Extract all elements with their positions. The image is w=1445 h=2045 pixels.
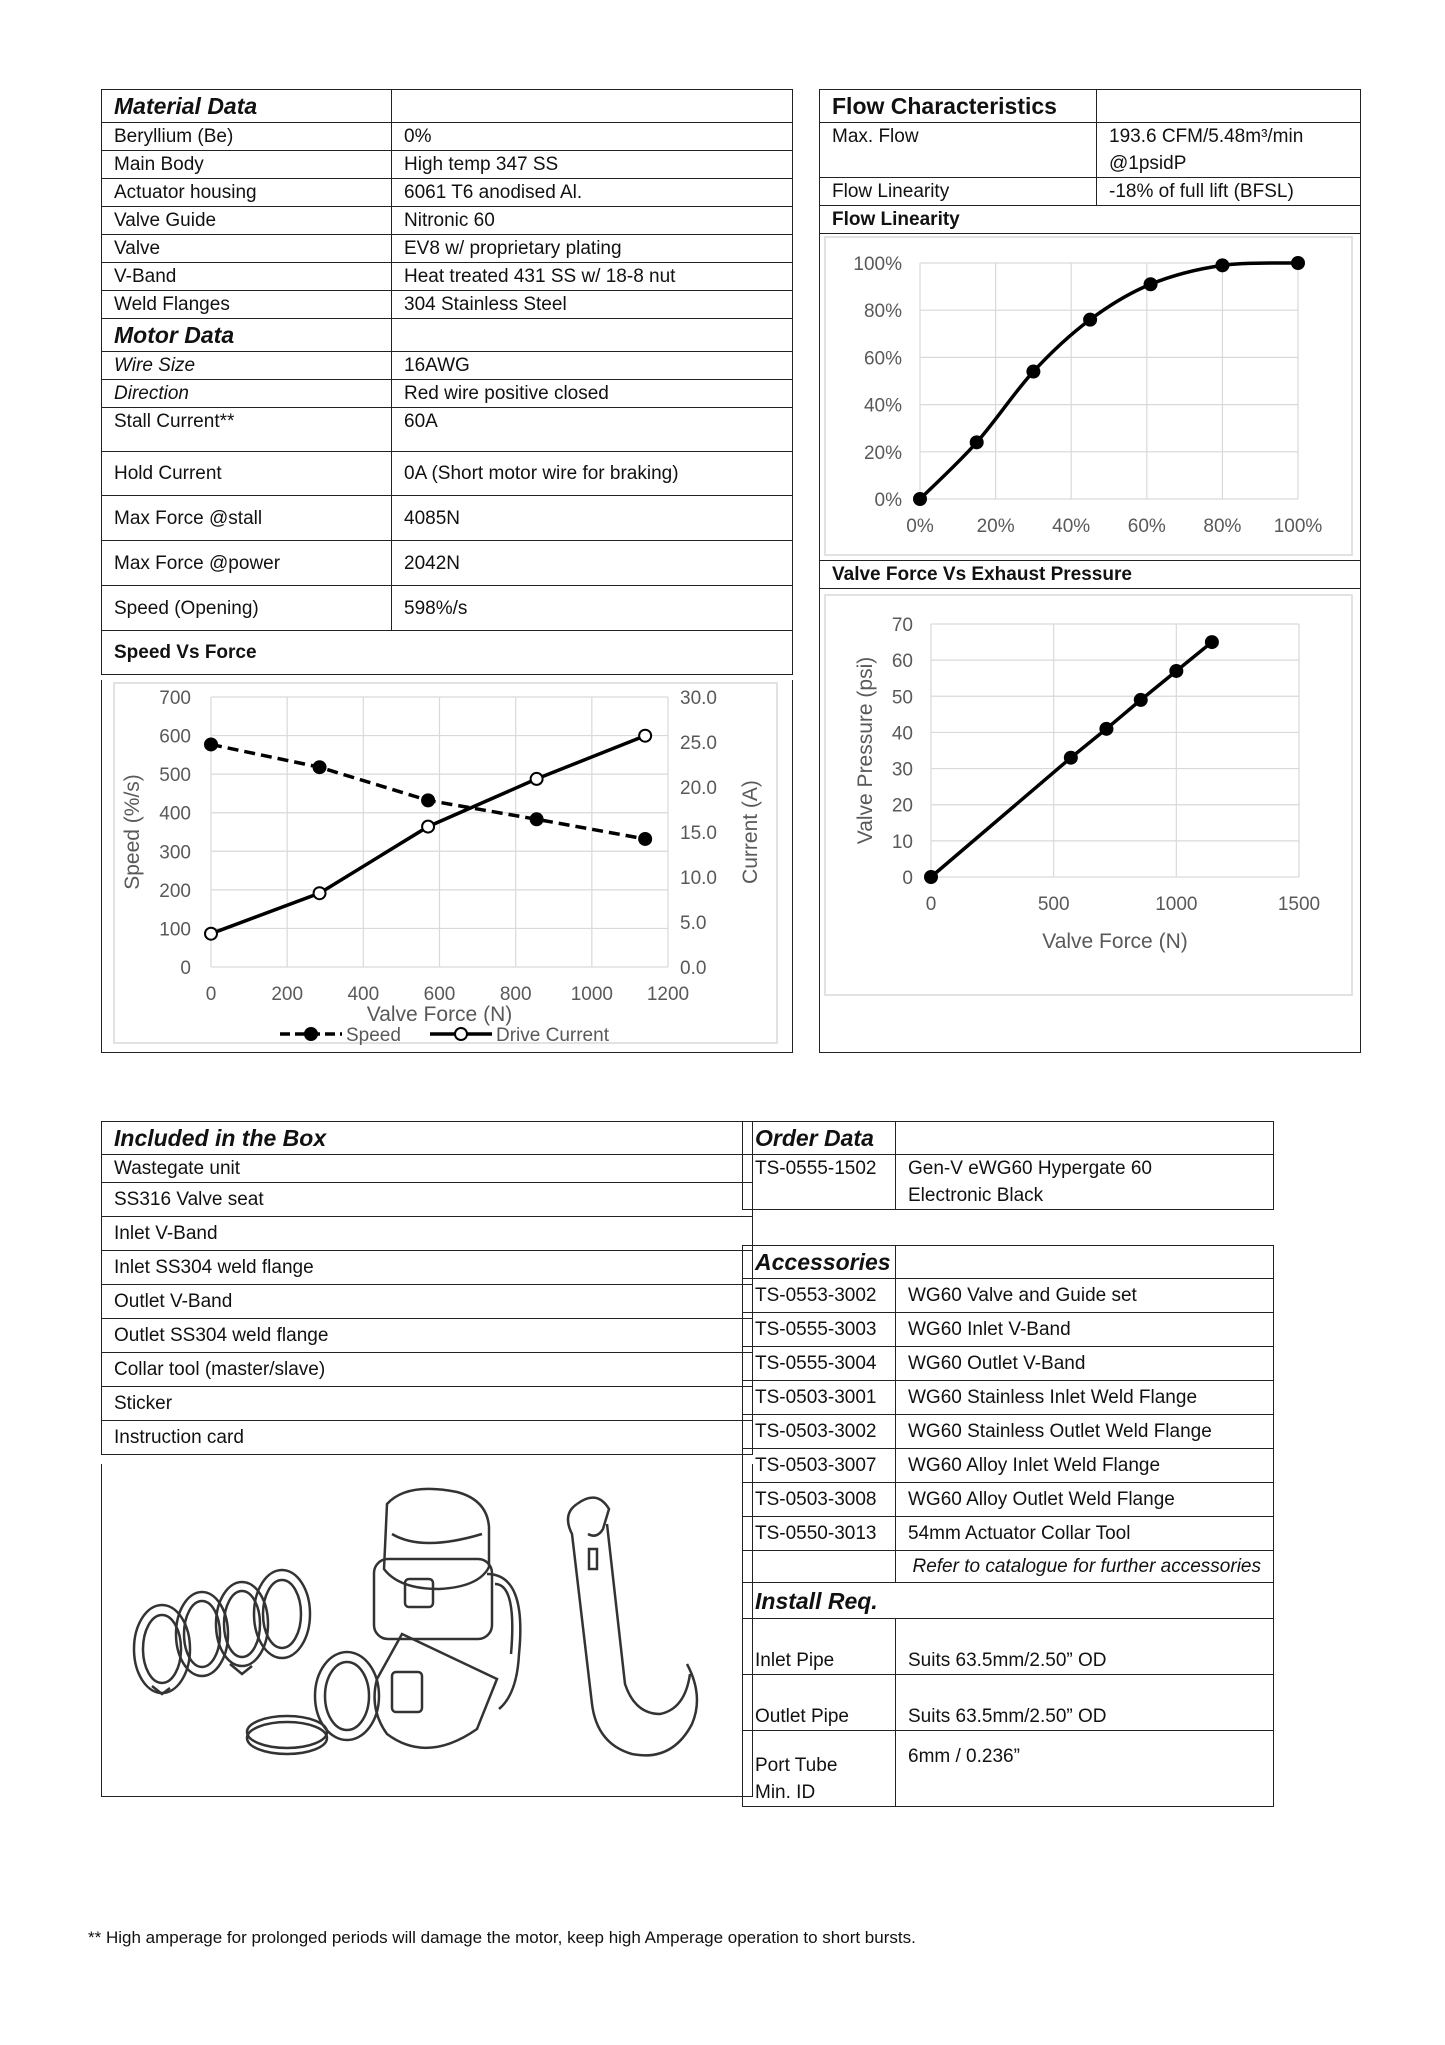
motor-label: Wire Size [102,352,392,380]
data-point [422,794,434,806]
motor-value: Red wire positive closed [392,380,793,408]
included-title: Included in the Box [102,1122,753,1155]
legend-marker [455,1028,467,1040]
data-point [639,730,651,742]
y-tick-label: 0% [874,490,902,511]
motor-value: 0A (Short motor wire for braking) [392,452,793,496]
x-tick-label: 0 [205,984,217,1005]
motor-value: 4085N [392,496,793,541]
data-point [1292,257,1304,269]
material-label: Beryllium (Be) [102,123,392,151]
data-point [914,493,926,505]
data-point [1084,314,1096,326]
legend-label: Drive Current [496,1025,609,1046]
x-axis-label: Valve Force (N) [1042,930,1188,953]
y2-tick-label: 30.0 [680,688,717,709]
included-item: Inlet V-Band [102,1217,753,1251]
accessory-desc: 54mm Actuator Collar Tool [896,1517,1274,1551]
data-point [422,821,434,833]
y2-axis-label: Current (A) [739,780,762,884]
x-tick-label: 500 [1037,894,1070,915]
accessory-desc: WG60 Valve and Guide set [896,1279,1274,1313]
material-value: 6061 T6 anodised Al. [392,179,793,207]
y-tick-label: 100 [159,919,191,941]
y2-tick-label: 25.0 [680,733,717,754]
vband-clamp-graphic [134,1570,310,1694]
accessory-part: TS-0503-3007 [743,1449,896,1483]
data-point [1145,278,1157,290]
y-tick-label: 70 [891,615,913,636]
install-value: 6mm / 0.236” [896,1731,1274,1807]
y2-tick-label: 10.0 [680,868,717,889]
motor-data-title: Motor Data [102,319,392,352]
wastegate-illustration [102,1464,751,1794]
data-point [531,813,543,825]
x-tick-label: 600 [423,984,456,1005]
x-axis-label: Valve Force (N) [366,1003,513,1026]
accessory-part: TS-0555-3004 [743,1347,896,1381]
install-value: Suits 63.5mm/2.50” OD [896,1619,1274,1675]
material-value: Nitronic 60 [392,207,793,235]
install-label-2: Min. ID [755,1782,816,1803]
motor-label: Stall Current** [102,408,392,452]
material-value: 304 Stainless Steel [392,291,793,319]
order-desc-2: Electronic Black [908,1185,1044,1206]
x-tick-label: 800 [499,984,532,1005]
flow-linearity-chart [820,234,1359,558]
motor-label: Direction [102,380,392,408]
accessories-note: Refer to catalogue for further accessories [896,1551,1274,1583]
order-title: Order Data [743,1122,896,1155]
included-item: Inlet SS304 weld flange [102,1251,753,1285]
included-item: Wastegate unit [102,1155,753,1183]
flow-linearity-value: -18% of full lift (BFSL) [1097,178,1361,206]
wastegate-unit-graphic [315,1489,520,1748]
y-tick-label: 600 [159,726,191,748]
y-tick-label: 80% [863,301,902,323]
material-label: Weld Flanges [102,291,392,319]
material-value: 0% [392,123,793,151]
install-value: Suits 63.5mm/2.50” OD [896,1675,1274,1731]
y2-tick-label: 5.0 [680,913,707,934]
x-tick-label: 40% [1052,516,1091,537]
y2-tick-label: 0.0 [680,958,707,979]
included-item: Outlet V-Band [102,1285,753,1319]
data-point [314,761,326,773]
y-tick-label: 10 [891,831,913,853]
valve-force-chart-title: Valve Force Vs Exhaust Pressure [820,561,1361,589]
series-line [920,263,1298,499]
material-value: EV8 w/ proprietary plating [392,235,793,263]
max-flow-value-1: 193.6 CFM/5.48m³/min [1109,126,1304,147]
accessory-part: TS-0503-3002 [743,1415,896,1449]
y-tick-label: 0 [902,868,913,889]
x-tick-label: 0% [906,516,934,537]
install-label: Inlet Pipe [743,1619,896,1675]
flow-linearity-label: Flow Linearity [820,178,1097,206]
data-point [1027,366,1039,378]
data-point [925,871,937,883]
product-illustration-cell [101,1464,753,1797]
material-label: V-Band [102,263,392,291]
material-label: Main Body [102,151,392,179]
y-tick-label: 30 [891,759,913,781]
y-tick-label: 40% [863,395,902,417]
motor-value: 16AWG [392,352,793,380]
order-desc-1: Gen-V eWG60 Hypergate 60 [908,1158,1152,1179]
x-tick-label: 80% [1203,516,1242,537]
motor-value: 598%/s [392,586,793,631]
x-tick-label: 100% [1273,516,1323,537]
material-label: Valve [102,235,392,263]
order-table [742,1121,1274,1210]
material-label: Actuator housing [102,179,392,207]
y-tick-label: 60 [891,651,913,673]
accessory-part: TS-0553-3002 [743,1279,896,1313]
legend-label: Speed [346,1025,401,1046]
data-point [205,738,217,750]
flow-linearity-chart-cell [819,234,1361,561]
x-tick-label: 1500 [1277,894,1321,915]
y-tick-label: 40 [891,723,913,745]
data-point [1065,752,1077,764]
accessories-table [742,1245,1274,1807]
accessory-part: TS-0503-3008 [743,1483,896,1517]
data-point [1100,723,1112,735]
motor-value: 2042N [392,541,793,586]
accessory-part: TS-0555-3003 [743,1313,896,1347]
material-label: Valve Guide [102,207,392,235]
flow-linearity-chart-title: Flow Linearity [820,206,1361,234]
included-item: Sticker [102,1387,753,1421]
accessory-part: TS-0503-3001 [743,1381,896,1415]
collar-tool-graphic [568,1498,697,1756]
material-data-title: Material Data [102,90,392,123]
flow-table [819,89,1361,234]
y-tick-label: 200 [159,880,191,902]
data-point [1216,259,1228,271]
data-point [531,773,543,785]
order-part-number: TS-0555-1502 [743,1155,896,1210]
y-tick-label: 60% [863,348,902,370]
x-tick-label: 1200 [646,984,690,1005]
footnote: ** High amperage for prolonged periods will damage the motor, keep high Amperage operation to short bursts. [88,1928,916,1947]
max-flow-value-2: @1psidP [1109,153,1187,174]
material-value: High temp 347 SS [392,151,793,179]
accessory-desc: WG60 Alloy Outlet Weld Flange [896,1483,1274,1517]
flow-title: Flow Characteristics [820,90,1097,123]
y-tick-label: 0 [180,958,191,979]
y-tick-label: 700 [159,688,191,709]
motor-label: Max Force @power [102,541,392,586]
y-tick-label: 300 [159,842,191,864]
speed-force-chart-cell [101,680,793,1053]
accessory-part: TS-0550-3013 [743,1517,896,1551]
y-tick-label: 500 [159,765,191,787]
included-item: Outlet SS304 weld flange [102,1319,753,1353]
included-item: SS316 Valve seat [102,1183,753,1217]
speed-force-chart [102,680,791,1050]
accessory-desc: WG60 Stainless Outlet Weld Flange [896,1415,1274,1449]
valve-force-chart [820,589,1359,1050]
accessory-desc: WG60 Alloy Inlet Weld Flange [896,1449,1274,1483]
y-tick-label: 50 [891,687,913,709]
accessory-desc: WG60 Inlet V-Band [896,1313,1274,1347]
motor-label: Speed (Opening) [102,586,392,631]
x-tick-label: 1000 [570,984,613,1005]
max-flow-label: Max. Flow [820,123,1097,178]
install-title: Install Req. [743,1583,1274,1619]
x-tick-label: 20% [976,516,1015,537]
y-tick-label: 100% [853,254,902,275]
x-tick-label: 200 [271,984,304,1005]
install-label-1: Port Tube [755,1755,838,1776]
valve-force-title-row [819,561,1361,589]
accessories-title: Accessories [743,1246,896,1279]
data-point [1206,636,1218,648]
valve-force-chart-cell [819,589,1361,1053]
x-tick-label: 0 [925,894,937,915]
material-motor-table [101,89,793,675]
x-tick-label: 1000 [1155,894,1198,915]
included-table [101,1121,753,1455]
motor-label: Max Force @stall [102,496,392,541]
data-point [639,833,651,845]
motor-value: 60A [392,408,793,452]
x-tick-label: 60% [1127,516,1166,537]
motor-label: Hold Current [102,452,392,496]
accessory-desc: WG60 Stainless Inlet Weld Flange [896,1381,1274,1415]
series-line [211,736,645,934]
speed-force-chart-title: Speed Vs Force [102,631,793,675]
y-axis-label: Speed (%/s) [121,774,144,890]
y-tick-label: 20 [891,795,913,817]
x-tick-label: 400 [347,984,380,1005]
data-point [205,928,217,940]
chart-frame [825,237,1352,555]
y-tick-label: 20% [863,442,902,464]
data-point [1170,665,1182,677]
y2-tick-label: 20.0 [680,778,717,799]
included-item: Instruction card [102,1421,753,1455]
data-point [314,887,326,899]
material-value: Heat treated 431 SS w/ 18-8 nut [392,263,793,291]
y-tick-label: 400 [159,803,191,825]
install-label: Outlet Pipe [743,1675,896,1731]
y2-tick-label: 15.0 [680,823,717,844]
accessory-desc: WG60 Outlet V-Band [896,1347,1274,1381]
data-point [1135,694,1147,706]
legend-marker [305,1028,317,1040]
data-point [971,436,983,448]
included-item: Collar tool (master/slave) [102,1353,753,1387]
y-axis-label: Valve Pressure (psi) [854,656,877,845]
